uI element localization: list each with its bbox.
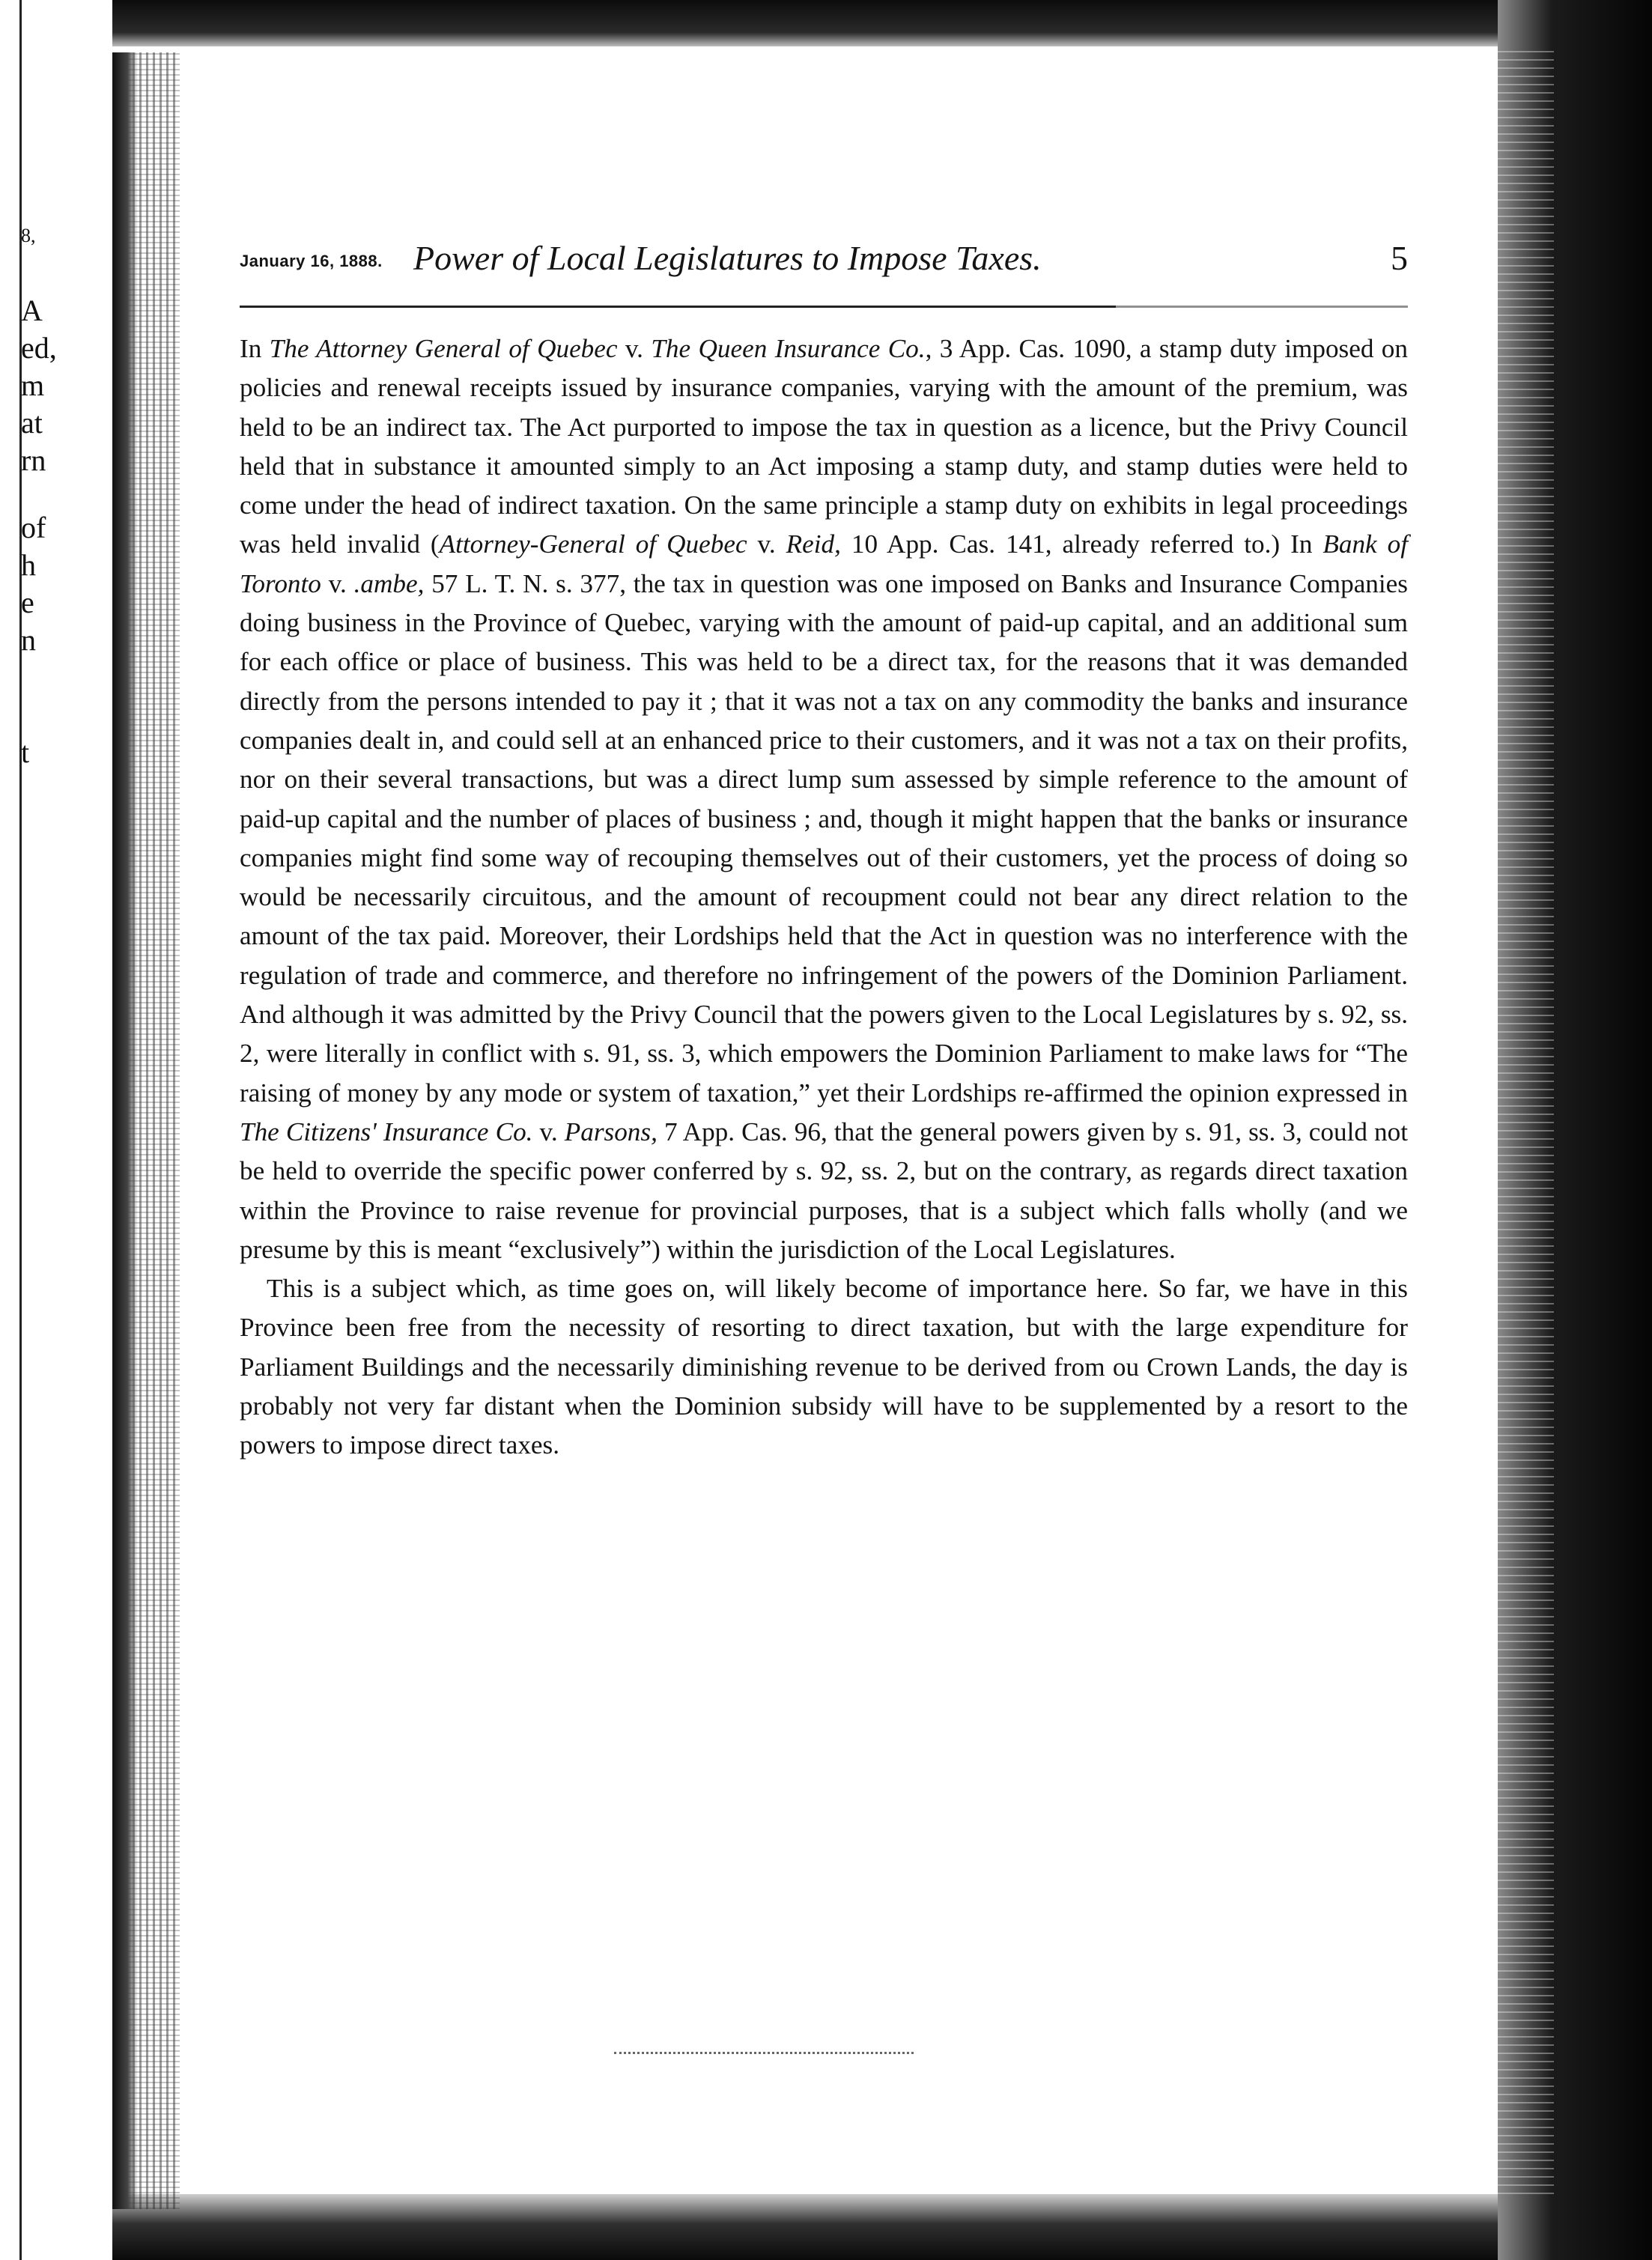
fragment: of: [21, 511, 46, 544]
case-name: Attorney-General of Quebec: [439, 529, 747, 559]
text-segment: , 3 App. Cas. 1090, a stamp duty imposed on policies and renewal receipts issued by insurance companies, varying with the amount of the premium, was held to be an indirect tax. The Act purported to impose the tax in question as a licence, but the Privy Council held that in substance it amounted simply to an Act imposing a stamp duty, and stamp duties were held to come under the head of indirect taxation. On the same principle a stamp duty on exhibits in legal proceedings was held invalid (: [240, 334, 1408, 559]
paragraph: [240, 329, 1408, 1269]
text-segment: v.: [532, 1117, 565, 1146]
article-body: [240, 329, 1408, 1465]
text-segment: This is a subject which, as time goes on, will likely become of importance here. So far, we have in this Province been free from the necessity of resorting to direct taxation, but with the large expenditure for Parliament Buildings and the necessarily diminishing revenue to be derived from ou Crown Lands, the day is probably not very far distant when the Dominion subsidy will have to be supplemented by a resort to the powers to impose direct taxes.: [240, 1274, 1408, 1460]
fragment: n: [21, 623, 36, 657]
page-number: 5: [1391, 239, 1408, 277]
fragment: t: [21, 735, 30, 769]
case-name: Bank of Toronto: [240, 529, 1409, 598]
fragment: rn: [21, 443, 46, 477]
footer-rule: [614, 2052, 914, 2054]
scan-top-shadow: [112, 0, 1652, 46]
case-name: The Queen Insurance Co.: [651, 334, 926, 363]
text-segment: v.: [617, 334, 652, 363]
fragment: ed,: [21, 331, 57, 365]
fragment: m: [21, 368, 45, 402]
fragment: 8,: [21, 225, 36, 246]
fragment: at: [21, 406, 43, 440]
scan-left-edge: [0, 0, 22, 2260]
scan-binding-shadow: [112, 52, 138, 2209]
text-segment: In: [240, 334, 270, 363]
text-segment: 10 App. Cas. 141, already referred to.) In: [840, 529, 1323, 559]
text-segment: 57 L. T. N. s. 377, the tax in question was one imposed on Banks and Insurance Companies doing business in the Province of Quebec, varying with the amount of paid-up capital, and an additional sum for each office or place of business. This was held to be a direct tax, for the reasons that it was demanded directly from the persons intended to pay it ; that it was not a tax on any commodity the banks and insurance companies dealt in, and could sell at an enhanced price to their customers, and it was not a tax on their profits, nor on their several transactions, but was a direct lump sum assessed by simple reference to the amount of paid-up capital and the number of places of business ; and, though it might happen that the banks or insurance companies might find some way of recouping themselves out of their customers, yet the process of doing so would be necessarily circuitous, and the amount of recoupment could not bear any direct relation to the amount of the tax paid. Moreover, their Lordships held that the Act in question was no interference with the regulation of trade and commerce, and therefore no infringement of the powers of the Dominion Parliament. And although it was admitted by the Privy Council that the powers given to the Local Legislatures by s. 92, ss. 2, were literally in conflict with s. 91, ss. 3, which empowers the Dominion Parliament to make laws for “The raising of money by any mode or system of taxation,” yet their Lordships re-affirmed the opinion expressed in: [240, 568, 1408, 1108]
case-name: .ambe,: [353, 568, 425, 598]
text-segment: 7 App. Cas. 96, that the general powers given by s. 91, ss. 3, could not be held to override the specific power conferred by s. 92, ss. 2, but on the contrary, as regards direct taxation within the Province to raise revenue for provincial purposes, that is a subject which falls wholly (and we presume by this is meant “exclusively”) within the jurisdiction of the Local Legislatures.: [240, 1117, 1409, 1264]
scan-bottom-shadow: [112, 2194, 1652, 2260]
issue-date: January 16, 1888.: [240, 252, 383, 270]
fragment: e: [21, 586, 34, 619]
previous-page-fragments: [21, 217, 111, 771]
fragment: h: [21, 548, 36, 582]
text-segment: v.: [321, 568, 354, 598]
case-name: The Citizens' Insurance Co.: [240, 1117, 533, 1146]
paragraph: [240, 1269, 1408, 1465]
case-name: Parsons,: [564, 1117, 658, 1146]
running-head: [240, 238, 1408, 283]
case-name: The Attorney General of Quebec: [269, 334, 618, 363]
scan-right-speckle: [1494, 45, 1554, 2194]
header-rule: [240, 306, 1408, 308]
page-title: Power of Local Legislatures to Impose Taxes.: [413, 239, 1042, 277]
fragment: A: [21, 294, 43, 327]
text-segment: v.: [747, 529, 786, 559]
case-name: Reid,: [786, 529, 841, 559]
